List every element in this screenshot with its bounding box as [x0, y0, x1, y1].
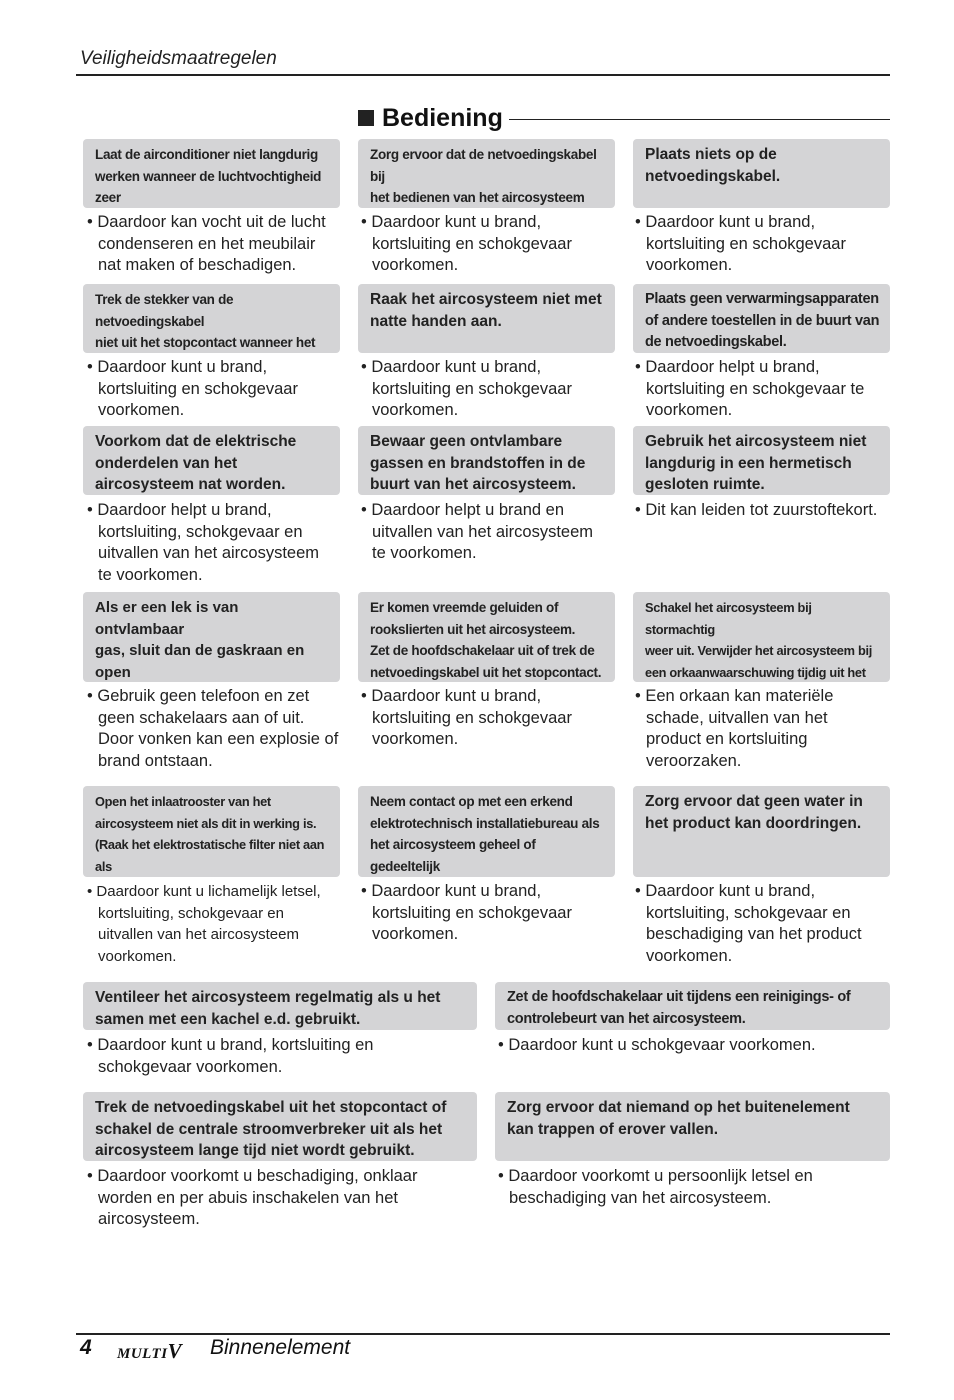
- footer-rule: [76, 1333, 890, 1335]
- running-header: Veiligheidsmaatregelen: [80, 48, 277, 69]
- warning-box: Zorg ervoor dat geen water in het product kan doordringen.: [633, 786, 890, 877]
- warning-box: Plaats geen verwarmingsapparaten of andere toestellen in de buurt van de netvoedingskabel.: [633, 284, 890, 353]
- warning-box: Trek de stekker van de netvoedingskabel niet uit het stopcontact wanneer het: [83, 284, 340, 353]
- section-rule: [509, 119, 890, 120]
- warning-bullet: • Daardoor helpt u brand en uitvallen van het aircosysteem te voorkomen.: [361, 501, 594, 563]
- logo-text: MULTI: [117, 1346, 168, 1362]
- warning-bullet: • Daardoor kunt u brand, kortsluiting en schokgevaar voorkomen.: [87, 358, 298, 420]
- warning-box: Schakel het aircosysteem bij stormachtig weer uit. Verwijder het aircosysteem bij een orkaanwaarschuwing tijdig uit het: [633, 592, 890, 682]
- warning-bullet: • Dit kan leiden tot zuurstoftekort.: [635, 501, 878, 519]
- warning-box: Trek de netvoedingskabel uit het stopcontact of schakel de centrale stroomverbreker uit als het aircosysteem lange tijd niet wordt gebruikt.: [83, 1092, 477, 1161]
- warning-bullet: • Daardoor kunt u lichamelijk letsel, kortsluiting, schokgevaar en uitvallen van het aircosysteem voorkomen.: [87, 883, 321, 965]
- footer-unit-label: Binnenelement: [210, 1336, 351, 1359]
- warning-bullet: • Daardoor voorkomt u beschadiging, onklaar worden en per abuis inschakelen van het aircosysteem.: [87, 1167, 418, 1229]
- warning-box: Er komen vreemde geluiden of rookslierten uit het aircosysteem. Zet de hoofdschakelaar uit of trek de netvoedingskabel uit het stopcontact.: [358, 592, 615, 682]
- warning-bullet: • Daardoor kunt u brand, kortsluiting, schokgevaar en beschadiging van het product voorkomen.: [635, 882, 862, 965]
- warning-bullet: • Daardoor helpt u brand, kortsluiting, schokgevaar en uitvallen van het aircosysteem te voorkomen.: [87, 501, 320, 584]
- header-rule: [76, 74, 890, 76]
- warning-bullet: • Daardoor helpt u brand, kortsluiting en schokgevaar te voorkomen.: [635, 358, 865, 420]
- warning-bullet: • Daardoor kunt u brand, kortsluiting en schokgevaar voorkomen.: [361, 687, 572, 749]
- page-number: 4: [80, 1336, 92, 1359]
- section-title: Bediening: [382, 103, 503, 132]
- warning-box: Gebruik het aircosysteem niet langdurig in een hermetisch gesloten ruimte.: [633, 426, 890, 495]
- warning-bullet: • Een orkaan kan materiële schade, uitvallen van het product en kortsluiting veroorzaken.: [635, 687, 834, 770]
- warning-bullet: • Daardoor kunt u brand, kortsluiting en schokgevaar voorkomen.: [361, 213, 572, 275]
- logo-v: V: [167, 1339, 183, 1363]
- warning-box: Raak het aircosysteem niet met natte handen aan.: [358, 284, 615, 353]
- warning-box: Voorkom dat de elektrische onderdelen van het aircosysteem nat worden.: [83, 426, 340, 495]
- warning-bullet: • Daardoor kunt u brand, kortsluiting en schokgevaar voorkomen.: [635, 213, 846, 275]
- warning-box: Ventileer het aircosysteem regelmatig als u het samen met een kachel e.d. gebruikt.: [83, 982, 477, 1030]
- warning-box: Zorg ervoor dat niemand op het buitenelement kan trappen of erover vallen.: [495, 1092, 890, 1161]
- warning-box: Plaats niets op de netvoedingskabel.: [633, 139, 890, 208]
- warning-box: Laat de airconditioner niet langdurig werken wanneer de luchtvochtigheid zeer: [83, 139, 340, 208]
- warning-bullet: • Daardoor voorkomt u persoonlijk letsel en beschadiging van het aircosysteem.: [498, 1167, 813, 1207]
- warning-bullet: • Daardoor kunt u brand, kortsluiting en schokgevaar voorkomen.: [361, 882, 572, 944]
- warning-bullet: • Daardoor kan vocht uit de lucht condenseren en het meubilair nat maken of beschadigen.: [87, 213, 326, 275]
- warning-box: Bewaar geen ontvlambare gassen en brandstoffen in de buurt van het aircosysteem.: [358, 426, 615, 495]
- warning-bullet: • Daardoor kunt u brand, kortsluiting en schokgevaar voorkomen.: [361, 358, 572, 420]
- warning-box: Neem contact op met een erkend elektrotechnisch installatiebureau als het aircosysteem geheel of gedeeltelijk: [358, 786, 615, 877]
- warning-box: Zorg ervoor dat de netvoedingskabel bij het bedienen van het aircosysteem: [358, 139, 615, 208]
- warning-bullet: • Daardoor kunt u schokgevaar voorkomen.: [498, 1036, 816, 1054]
- warning-box: Zet de hoofdschakelaar uit tijdens een reinigings- of controlebeurt van het aircosysteem.: [495, 982, 890, 1030]
- warning-bullet: • Gebruik geen telefoon en zet geen schakelaars aan of uit. Door vonken kan een explosie of brand ontstaan.: [87, 687, 339, 770]
- square-bullet-icon: [358, 110, 374, 126]
- warning-box: Als er een lek is van ontvlambaar gas, sluit dan de gaskraan en open: [83, 592, 340, 682]
- section-heading: [358, 101, 890, 135]
- warning-bullet: • Daardoor kunt u brand, kortsluiting en schokgevaar voorkomen.: [87, 1036, 374, 1076]
- warning-box: Open het inlaatrooster van het aircosysteem niet als dit in werking is. (Raak het elektrostatische filter niet aan als: [83, 786, 340, 877]
- multi-v-logo: [117, 1339, 182, 1364]
